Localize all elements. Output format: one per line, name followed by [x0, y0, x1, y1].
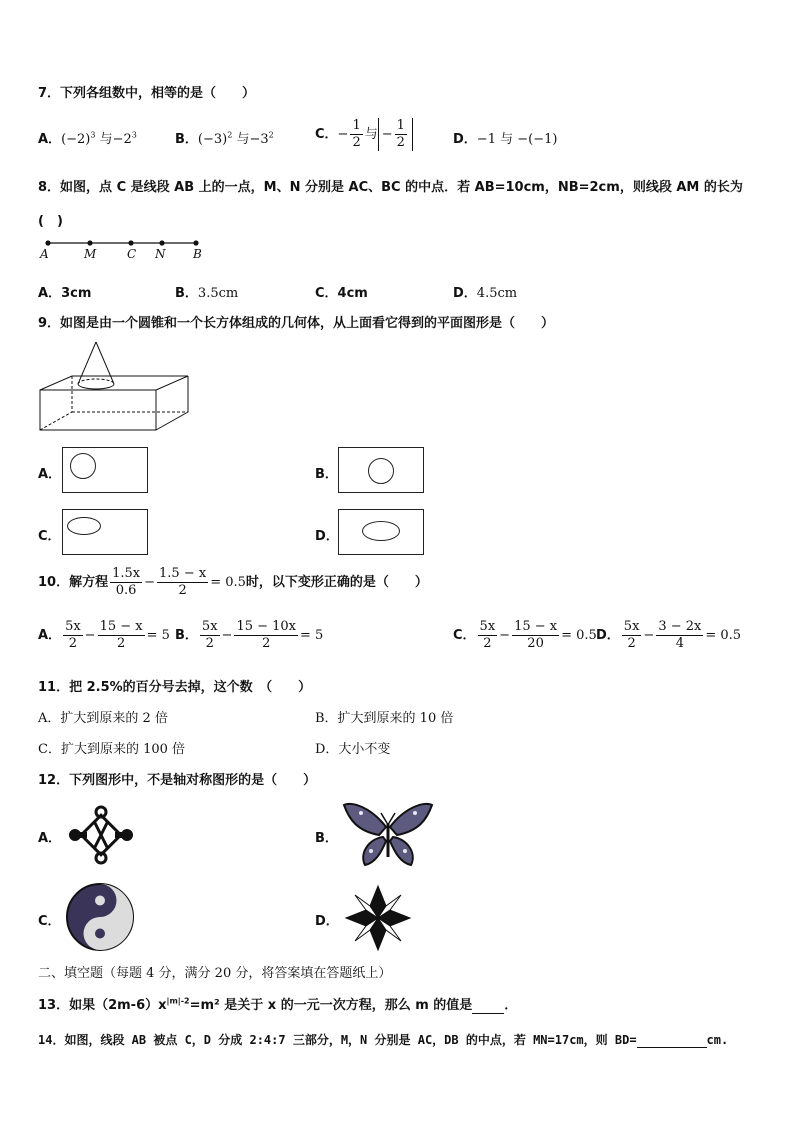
q10-option-c: C． $\frac{5x}{2}$ − $\frac{15 - x}{20}$ = 0.5 [453, 619, 597, 651]
q12-stem: 12．下列图形中，不是轴对称图形的是（ ） [38, 773, 317, 788]
q11-option-b: B．扩大到原来的 10 倍 [315, 711, 454, 726]
q9-option-d-figure [338, 509, 424, 555]
label-b: B [193, 247, 202, 261]
circle-top-left [70, 453, 96, 479]
q7-option-c: C．− $\frac{1}{2}$ 与 − $\frac{1}{2}$ [315, 118, 413, 151]
q8-stem-paren: ( ) [38, 214, 63, 229]
q10-option-a: A． $\frac{5x}{2}$ − $\frac{15 - x}{2}$ = 5 [38, 619, 170, 651]
q9-option-c-label: C． [38, 529, 61, 544]
point-m [87, 240, 92, 245]
q14-answer-blank[interactable] [637, 1033, 707, 1048]
q9-option-c-figure [62, 509, 148, 555]
q11-option-a: A．扩大到原来的 2 倍 [38, 711, 168, 726]
chinese-knot-icon [66, 803, 136, 867]
ellipse-center [362, 521, 400, 541]
q8-segment-figure [38, 236, 213, 266]
q14-stem: 14．如图，线段 AB 被点 C，D 分成 2:4:7 三部分，M，N 分别是 AC，DB 的中点，若 MN=17cm，则 BD= cm. [38, 1033, 729, 1047]
q13-stem: 13．如果$(2m-6)x^{|m|-2}=m^2$ 是关于 x 的一元一次方程，那么 m 的值是 ． [38, 996, 518, 1013]
q12-option-d-label: D． [315, 914, 339, 929]
point-b [193, 240, 198, 245]
q8-stem: 8．如图，点 C 是线段 AB 上的一点，M、N 分别是 AC、BC 的中点．若 AB=10cm，NB=2cm，则线段 AM 的长为 [38, 180, 743, 195]
label-c: C [127, 247, 137, 261]
q12-option-b-label: B． [315, 831, 338, 846]
q9-option-b-figure [338, 447, 424, 493]
yin-yang-icon [65, 882, 135, 952]
q7-stem: 7．下列各组数中，相等的是（ ） [38, 86, 256, 101]
label-n: N [155, 247, 166, 261]
eight-point-star-icon [344, 884, 412, 952]
butterfly-icon [341, 801, 435, 869]
q9-option-d-label: D． [315, 529, 339, 544]
label-a: A [40, 247, 49, 261]
point-c [128, 240, 133, 245]
q10-option-d: D． $\frac{5x}{2}$ − $\frac{3 - 2x}{4}$ = 0.5 [596, 619, 742, 651]
q9-stem: 9．如图是由一个圆锥和一个长方体组成的几何体，从上面看它得到的平面图形是（ ） [38, 316, 555, 331]
q9-option-a-label: A． [38, 467, 62, 482]
point-n [159, 240, 164, 245]
q9-solid-figure [38, 340, 193, 435]
ellipse-top-left [67, 517, 101, 535]
circle-center [368, 458, 394, 484]
q11-option-d: D．大小不变 [315, 742, 391, 757]
q7-option-b: B．$(-3)^2$ 与$-3^2$ [175, 130, 274, 147]
q11-stem: 11．把 2.5%的百分号去掉，这个数 （ ） [38, 680, 312, 695]
point-a [45, 240, 50, 245]
q8-option-b: B．3.5cm [175, 286, 239, 301]
q10-stem: 10．解方程 $\frac{1.5x}{0.6}$ − $\frac{1.5 - x}{2}$ = 0.5时，以下变形正确的是（ ） [38, 566, 428, 598]
q7-option-a: A．$(-2)^3$ 与$-2^3$ [38, 130, 137, 147]
q10-option-b: B． $\frac{5x}{2}$ − $\frac{15 - 10x}{2}$ = 5 [175, 619, 324, 651]
q9-option-a-figure [62, 447, 148, 493]
q12-option-c-label: C． [38, 914, 61, 929]
q12-option-a-label: A． [38, 831, 62, 846]
q11-option-c: C．扩大到原来的 100 倍 [38, 742, 186, 757]
label-m: M [84, 247, 97, 261]
q7-option-d: D．−1 与 −(−1) [453, 132, 558, 147]
q8-option-c: C．4cm [315, 286, 368, 301]
q8-option-a: A．3cm [38, 286, 92, 301]
q9-option-b-label: B． [315, 467, 338, 482]
q8-option-d: D．4.5cm [453, 286, 518, 301]
section-2-title: 二、填空题（每题 4 分，满分 20 分，将答案填在答题纸上） [38, 966, 392, 981]
q13-answer-blank[interactable] [472, 998, 504, 1014]
